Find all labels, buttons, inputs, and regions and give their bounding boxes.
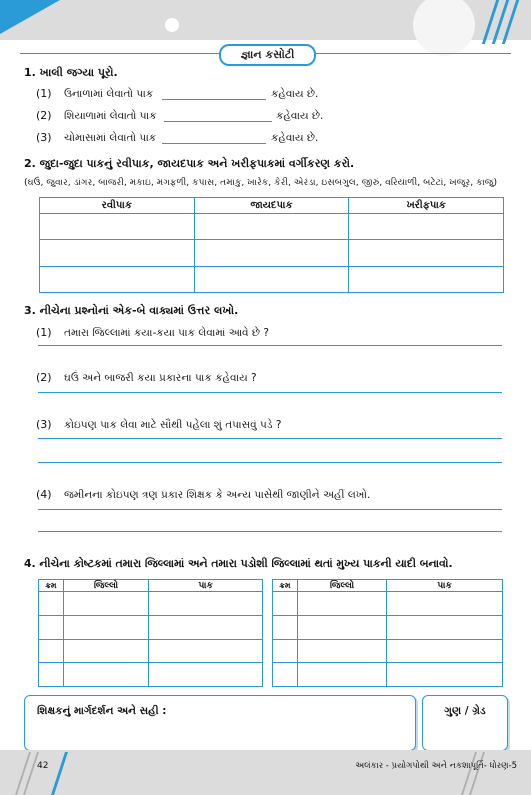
q2-classification-table — [39, 197, 504, 293]
table-row — [39, 639, 263, 663]
q1-answer-blank[interactable] — [162, 143, 266, 144]
table-row — [273, 663, 503, 687]
q3-answer-line[interactable] — [38, 438, 502, 439]
table-header-district: જિલ્લો — [63, 580, 149, 592]
q3-item-number: (1) — [36, 326, 52, 339]
teacher-signature-box[interactable] — [24, 695, 416, 751]
q1-item-suffix: કહેવાય છે. — [271, 88, 319, 100]
table-row — [39, 592, 263, 616]
table-cell[interactable] — [387, 663, 503, 687]
q4-own-district-table — [38, 579, 263, 687]
q3-item-number: (2) — [36, 371, 52, 384]
q2-title: 2. જુદા-જુદા પાકનું રવીપાક, જાયદપાક અને ખરીફપાકમાં વર્ગીકરણ કરો. — [24, 157, 355, 170]
table-cell[interactable] — [349, 266, 504, 292]
table-cell[interactable] — [39, 639, 64, 663]
q3-title: 3. નીચેના પ્રશ્નોનાં એક-બે વાક્યમાં ઉત્તર લખો. — [24, 304, 239, 317]
section-title: જ્ઞાન કસોટી — [240, 48, 295, 61]
table-row — [39, 615, 263, 639]
table-cell[interactable] — [387, 592, 503, 616]
table-cell[interactable] — [297, 663, 387, 687]
table-cell[interactable] — [63, 639, 149, 663]
table-cell[interactable] — [40, 266, 195, 292]
table-row — [39, 663, 263, 687]
table-cell[interactable] — [273, 663, 298, 687]
q1-item-text: ચોમાસામાં લેવાતો પાક — [64, 132, 157, 144]
q3-item-text: ઘઉં અને બાજરી કયા પ્રકારના પાક કહેવાય ? — [64, 372, 257, 384]
table-cell[interactable] — [297, 615, 387, 639]
q1-item-suffix: કહેવાય છે. — [271, 132, 319, 144]
grade-label: ગુણ / ગ્રેડ — [444, 705, 486, 717]
table-cell[interactable] — [273, 639, 298, 663]
q4-neighbour-district-table — [272, 579, 503, 687]
table-cell[interactable] — [149, 592, 263, 616]
table-cell[interactable] — [149, 663, 263, 687]
table-cell[interactable] — [149, 639, 263, 663]
table-cell[interactable] — [39, 615, 64, 639]
q3-answer-line[interactable] — [38, 392, 502, 393]
section-title-badge — [219, 44, 316, 66]
table-cell[interactable] — [40, 240, 195, 266]
table-cell[interactable] — [349, 240, 504, 266]
table-cell[interactable] — [149, 615, 263, 639]
q1-item-text: ઉનાળામાં લેવાતો પાક — [64, 88, 154, 100]
table-header-rabi: રવીપાક — [40, 198, 195, 214]
q2-crop-list: (ઘઉં, જુવાર, ડાંગર, બાજરી, મકાઇ, મગફળી, કપાસ, તમાકુ, ખારેક, કેરી, એરંડા, ઇસબગુલ, જીરું, વરિયાળી, બટેટાં, ખજૂર, કાજુ) — [24, 177, 498, 188]
table-cell[interactable] — [387, 615, 503, 639]
q3-item-text: કોઇપણ પાક લેવા માટે સૌથી પહેલા શું તપાસવું પડે ? — [64, 419, 282, 431]
q4-title: 4. નીચેના કોષ્ટકમાં તમારા જિલ્લામાં અને તમારા પડોશી જિલ્લામાં થતાં મુખ્ય પાકની યાદી બનાવો. — [24, 557, 453, 570]
table-cell[interactable] — [297, 592, 387, 616]
table-cell[interactable] — [387, 639, 503, 663]
table-row — [40, 214, 504, 240]
table-cell[interactable] — [63, 663, 149, 687]
q3-answer-line[interactable] — [38, 462, 502, 463]
q3-answer-line[interactable] — [38, 531, 502, 532]
table-cell[interactable] — [39, 663, 64, 687]
table-row — [40, 266, 504, 292]
table-cell[interactable] — [63, 592, 149, 616]
page-number: 42 — [37, 761, 49, 771]
decorative-circle — [413, 0, 475, 56]
q3-answer-line[interactable] — [38, 509, 502, 510]
q1-answer-blank[interactable] — [164, 121, 272, 122]
book-title: અલંકાર - પ્રયોગપોથી અને નકશાપૂર્તિ- ધોરણ-5 — [355, 761, 517, 771]
q3-item-text: જમીનના કોઇપણ ત્રણ પ્રકાર શિક્ષક કે અન્ય પાસેથી જાણીને અહીં લખો. — [64, 489, 371, 501]
q1-item-text: શિયાળામાં લેવાતો પાક — [64, 110, 157, 122]
q1-title: 1. ખાલી જગ્યા પૂરો. — [24, 66, 118, 79]
table-header-district: જિલ્લો — [297, 580, 387, 592]
table-header-serial: ક્રમ — [39, 580, 64, 592]
table-header-kharif: ખરીફપાક — [349, 198, 504, 214]
q1-item-number: (1) — [36, 87, 52, 100]
table-cell[interactable] — [273, 615, 298, 639]
table-cell[interactable] — [297, 639, 387, 663]
q1-answer-blank[interactable] — [162, 99, 266, 100]
q1-item-number: (2) — [36, 109, 52, 122]
decorative-dot — [165, 18, 179, 32]
q3-item-number: (3) — [36, 418, 52, 431]
table-header-serial: ક્રમ — [273, 580, 298, 592]
table-cell[interactable] — [273, 592, 298, 616]
table-header-crop: પાક — [149, 580, 263, 592]
teacher-signature-label: શિક્ષકનું માર્ગદર્શન અને સહી : — [37, 705, 167, 717]
q1-item-number: (3) — [36, 131, 52, 144]
table-row — [40, 240, 504, 266]
q3-answer-line[interactable] — [38, 345, 502, 346]
table-row — [273, 592, 503, 616]
table-row — [273, 615, 503, 639]
q1-item-suffix: કહેવાય છે. — [276, 110, 324, 122]
table-row — [273, 639, 503, 663]
table-cell[interactable] — [40, 214, 195, 240]
table-cell[interactable] — [194, 266, 349, 292]
table-cell[interactable] — [194, 214, 349, 240]
q3-item-text: તમારા જિલ્લામાં કયા-કયા પાક લેવામાં આવે છે ? — [64, 327, 269, 339]
top-blue-triangle — [0, 0, 60, 34]
q3-item-number: (4) — [36, 488, 52, 501]
table-cell[interactable] — [63, 615, 149, 639]
table-header-zaid: જાયદપાક — [194, 198, 349, 214]
grade-box[interactable] — [422, 695, 508, 751]
bottom-decorative-band — [0, 750, 531, 795]
table-header-crop: પાક — [387, 580, 503, 592]
table-cell[interactable] — [194, 240, 349, 266]
table-cell[interactable] — [349, 214, 504, 240]
table-cell[interactable] — [39, 592, 64, 616]
